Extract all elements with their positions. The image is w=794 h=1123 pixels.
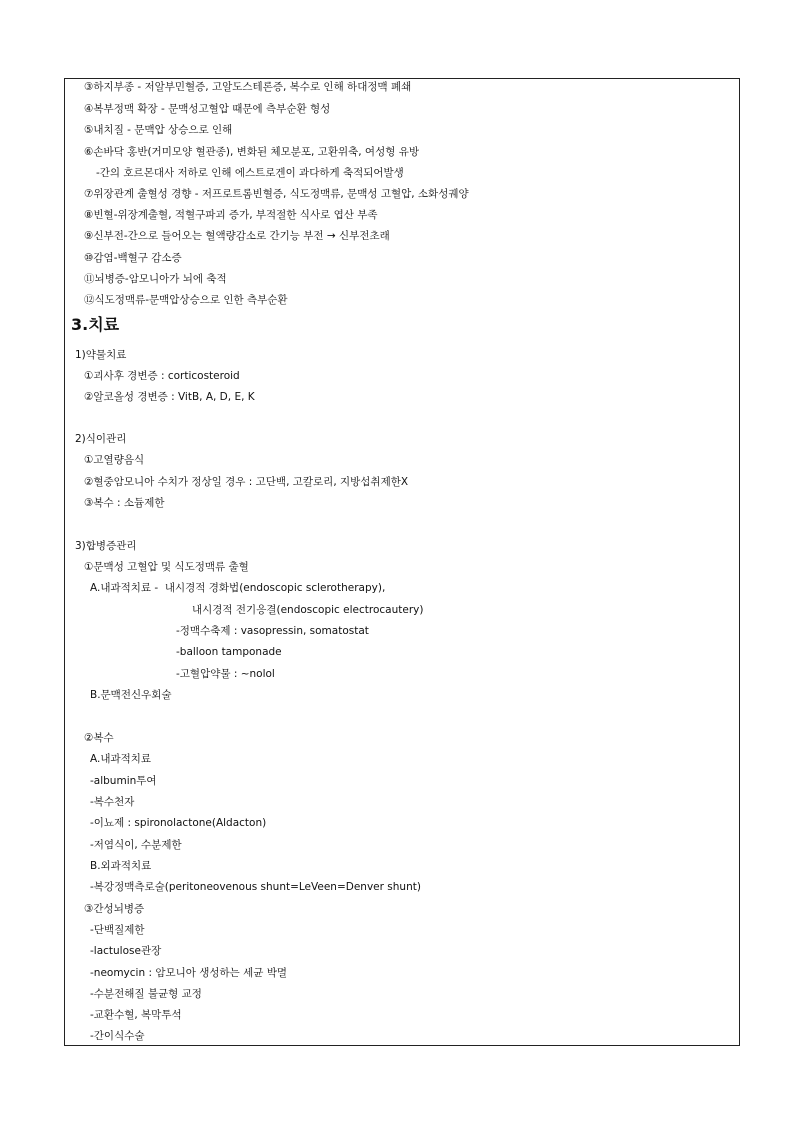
text-line: -고혈압약물 : ~nolol — [176, 668, 275, 680]
subsection-heading: 3)합병증관리 — [75, 540, 137, 552]
text-line: -간의 호르몬대사 저하로 인해 에스트로겐이 과다하게 축적되어발생 — [96, 167, 404, 179]
text-line: A.내과적치료 - 내시경적 경화법(endoscopic sclerotherapy), — [90, 582, 386, 594]
text-line: -neomycin : 암모니아 생성하는 세균 박멸 — [90, 967, 288, 979]
text-line: ⑫식도정맥류-문맥압상승으로 인한 측부순환 — [84, 294, 288, 306]
text-line: 내시경적 전기응결(endoscopic electrocautery) — [192, 604, 424, 616]
text-line: A.내과적치료 — [90, 753, 152, 765]
text-line: -이뇨제 : spironolactone(Aldacton) — [90, 817, 267, 829]
text-line: ②혈중암모니아 수치가 정상일 경우 : 고단백, 고칼로리, 지방섭취제한X — [84, 476, 409, 488]
text-line: -저염식이, 수분제한 — [90, 839, 182, 851]
text-line: ①문맥성 고혈압 및 식도정맥류 출혈 — [84, 561, 249, 573]
text-line: -교환수혈, 복막투석 — [90, 1009, 182, 1021]
text-line: -정맥수축제 : vasopressin, somatostat — [176, 625, 369, 637]
text-line: ④복부정맥 확장 - 문맥성고혈압 때문에 측부순환 형성 — [84, 103, 331, 115]
text-line: ⑧빈혈-위장계출혈, 적혈구파괴 증가, 부적절한 식사로 엽산 부족 — [84, 209, 378, 221]
text-line: B.외과적치료 — [90, 860, 152, 872]
text-line: -albumin투여 — [90, 775, 157, 787]
text-line: -lactulose관장 — [90, 945, 162, 957]
text-line: -단백질제한 — [90, 924, 145, 936]
text-line: ⑥손바닥 홍반(거미모양 혈관종), 변화된 체모분포, 고환위축, 여성형 유방 — [84, 146, 419, 158]
text-line: ③하지부종 - 저알부민혈증, 고알도스테론증, 복수로 인해 하대정맥 폐쇄 — [84, 81, 412, 93]
text-line: ①괴사후 경변증 : corticosteroid — [84, 370, 240, 382]
text-line: -복수천자 — [90, 796, 135, 808]
text-line: ⑨신부전-간으로 들어오는 혈액량감소로 간기능 부전 → 신부전초래 — [84, 230, 390, 242]
text-line: B.문맥전신우회술 — [90, 689, 172, 701]
text-line: ②알코올성 경변증 : VitB, A, D, E, K — [84, 391, 255, 403]
text-line: ①고열량음식 — [84, 454, 145, 466]
text-line: ⑩감염-백혈구 감소증 — [84, 252, 182, 264]
text-line: -간이식수술 — [90, 1030, 145, 1042]
text-line: ②복수 — [84, 732, 114, 744]
text-line: -복강정맥측로술(peritoneovenous shunt=LeVeen=Denver shunt) — [90, 881, 421, 893]
text-line: -balloon tamponade — [176, 646, 282, 658]
text-line: ⑪뇌병증-암모니아가 뇌에 축적 — [84, 273, 227, 285]
text-line: ⑦위장관계 출혈성 경향 - 저프로트롬빈혈증, 식도정맥류, 문맥성 고혈압, 소화성궤양 — [84, 188, 469, 200]
subsection-heading: 1)약물치료 — [75, 349, 127, 361]
text-line: -수분전해질 불균형 교정 — [90, 988, 202, 1000]
section-heading: 3.치료 — [71, 315, 120, 334]
text-line: ⑤내치질 - 문맥압 상승으로 인해 — [84, 124, 233, 136]
subsection-heading: 2)식이관리 — [75, 433, 127, 445]
text-line: ③간성뇌병증 — [84, 903, 145, 915]
text-line: ③복수 : 소듐제한 — [84, 497, 165, 509]
